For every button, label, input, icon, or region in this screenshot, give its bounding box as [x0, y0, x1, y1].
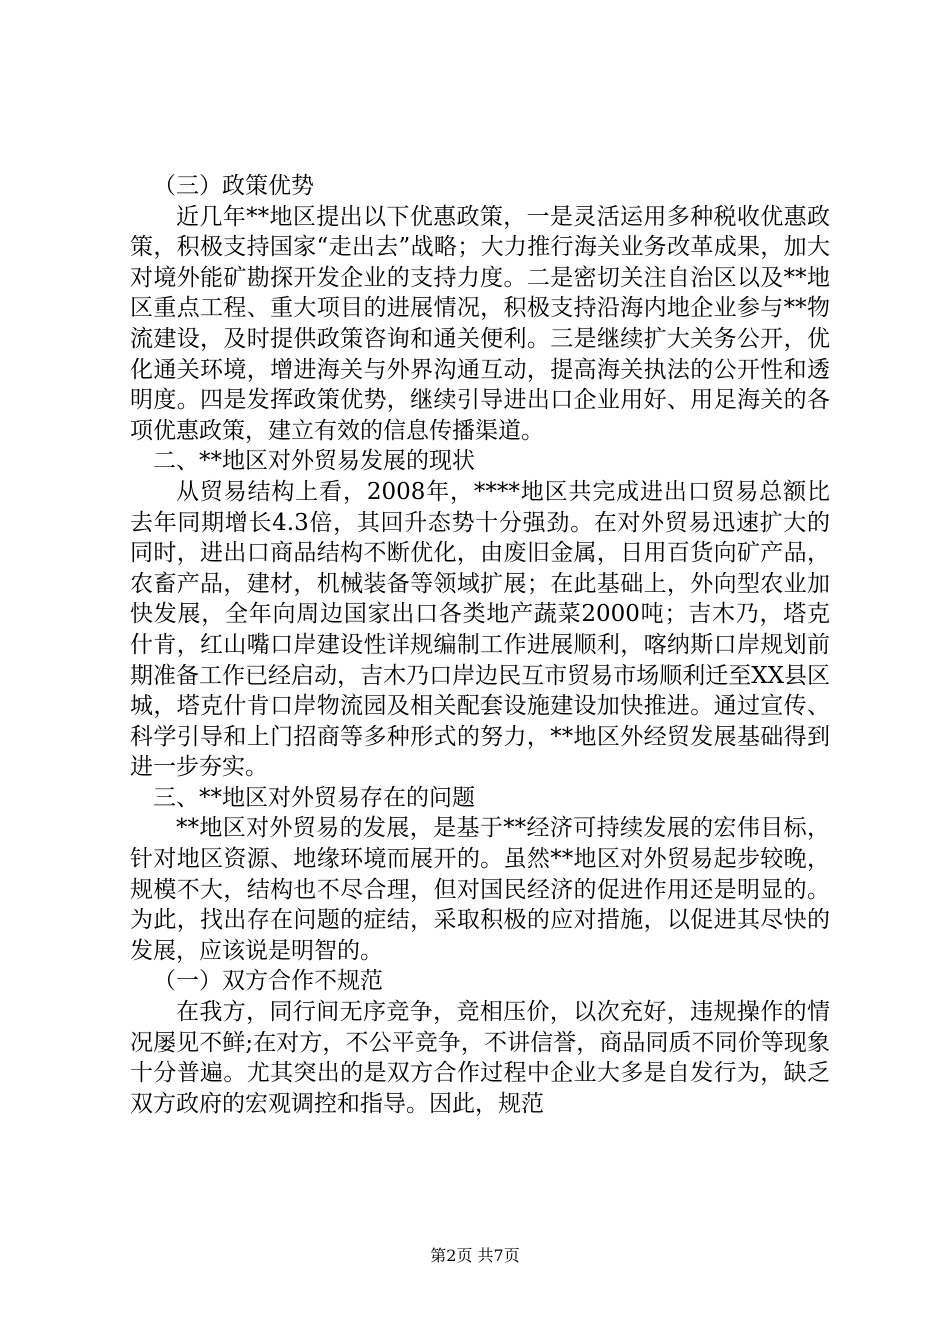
paragraph: **地区对外贸易的发展，是基于**经济可持续发展的宏伟目标，针对地区资源、地缘环境而展开的。虽然**地区对外贸易起步较晚，规模不大，结构也不尽合理，但对国民经济的促进作用还是明显的。为此，找出存在问题的症结，采取积极的应对措施，以促进其尽快的发展，应该说是明智的。 — [130, 815, 830, 964]
section-heading: 二、**地区对外贸易发展的现状 — [153, 448, 475, 475]
paragraph: 从贸易结构上看，2008年，****地区共完成进出口贸易总额比去年同期增长4.3倍，其回升态势十分强劲。在对外贸易迅速扩大的同时，进出口商品结构不断优化，由废旧金属，日用百货向矿产品，农畜产品，建材，机械装备等领域扩展；在此基础上，外向型农业加快发展，全年向周边国家出口各类地产蔬菜2000吨；吉木乃，塔克什肯，红山嘴口岸建设性详规编制工作进展顺利，喀纳斯口岸规划前期准备工作已经启动，吉木乃口岸边民互市贸易市场顺利迁至XX县区城，塔克什肯口岸物流园及相关配套设施建设加快推进。通过宣传、科学引导和上门招商等多种形式的努力，**地区外经贸发展基础得到进一步夯实。 — [130, 478, 830, 781]
page-number-footer: 第2页 共7页 — [430, 1246, 520, 1265]
section-heading: （三）政策优势 — [153, 173, 314, 199]
section-heading: （一）双方合作不规范 — [153, 968, 383, 995]
section-heading: 三、**地区对外贸易存在的问题 — [153, 784, 475, 811]
paragraph: 近几年**地区提出以下优惠政策，一是灵活运用多种税收优惠政策，积极支持国家“走出去”战略；大力推行海关业务改革成果，加大对境外能矿勘探开发企业的支持力度。二是密切关注自治区以及**地区重点工程、重大项目的进展情况，积极支持沿海内地企业参与**物流建设，及时提供政策咨询和通关便利。三是继续扩大关务公开，优化通关环境，增进海关与外界沟通互动，提高海关执法的公开性和透明度。四是发挥政策优势，继续引导进出口企业用好、用足海关的各项优惠政策，建立有效的信息传播渠道。 — [130, 203, 830, 444]
document-body — [130, 171, 830, 1119]
paragraph: 在我方，同行间无序竞争，竞相压价，以次充好，违规操作的情况屡见不鲜;在对方，不公平竞争，不讲信誉，商品同质不同价等现象十分普遍。尤其突出的是双方合作过程中企业大多是自发行为，缺乏双方政府的宏观调控和指导。因此，规范 — [130, 999, 830, 1117]
